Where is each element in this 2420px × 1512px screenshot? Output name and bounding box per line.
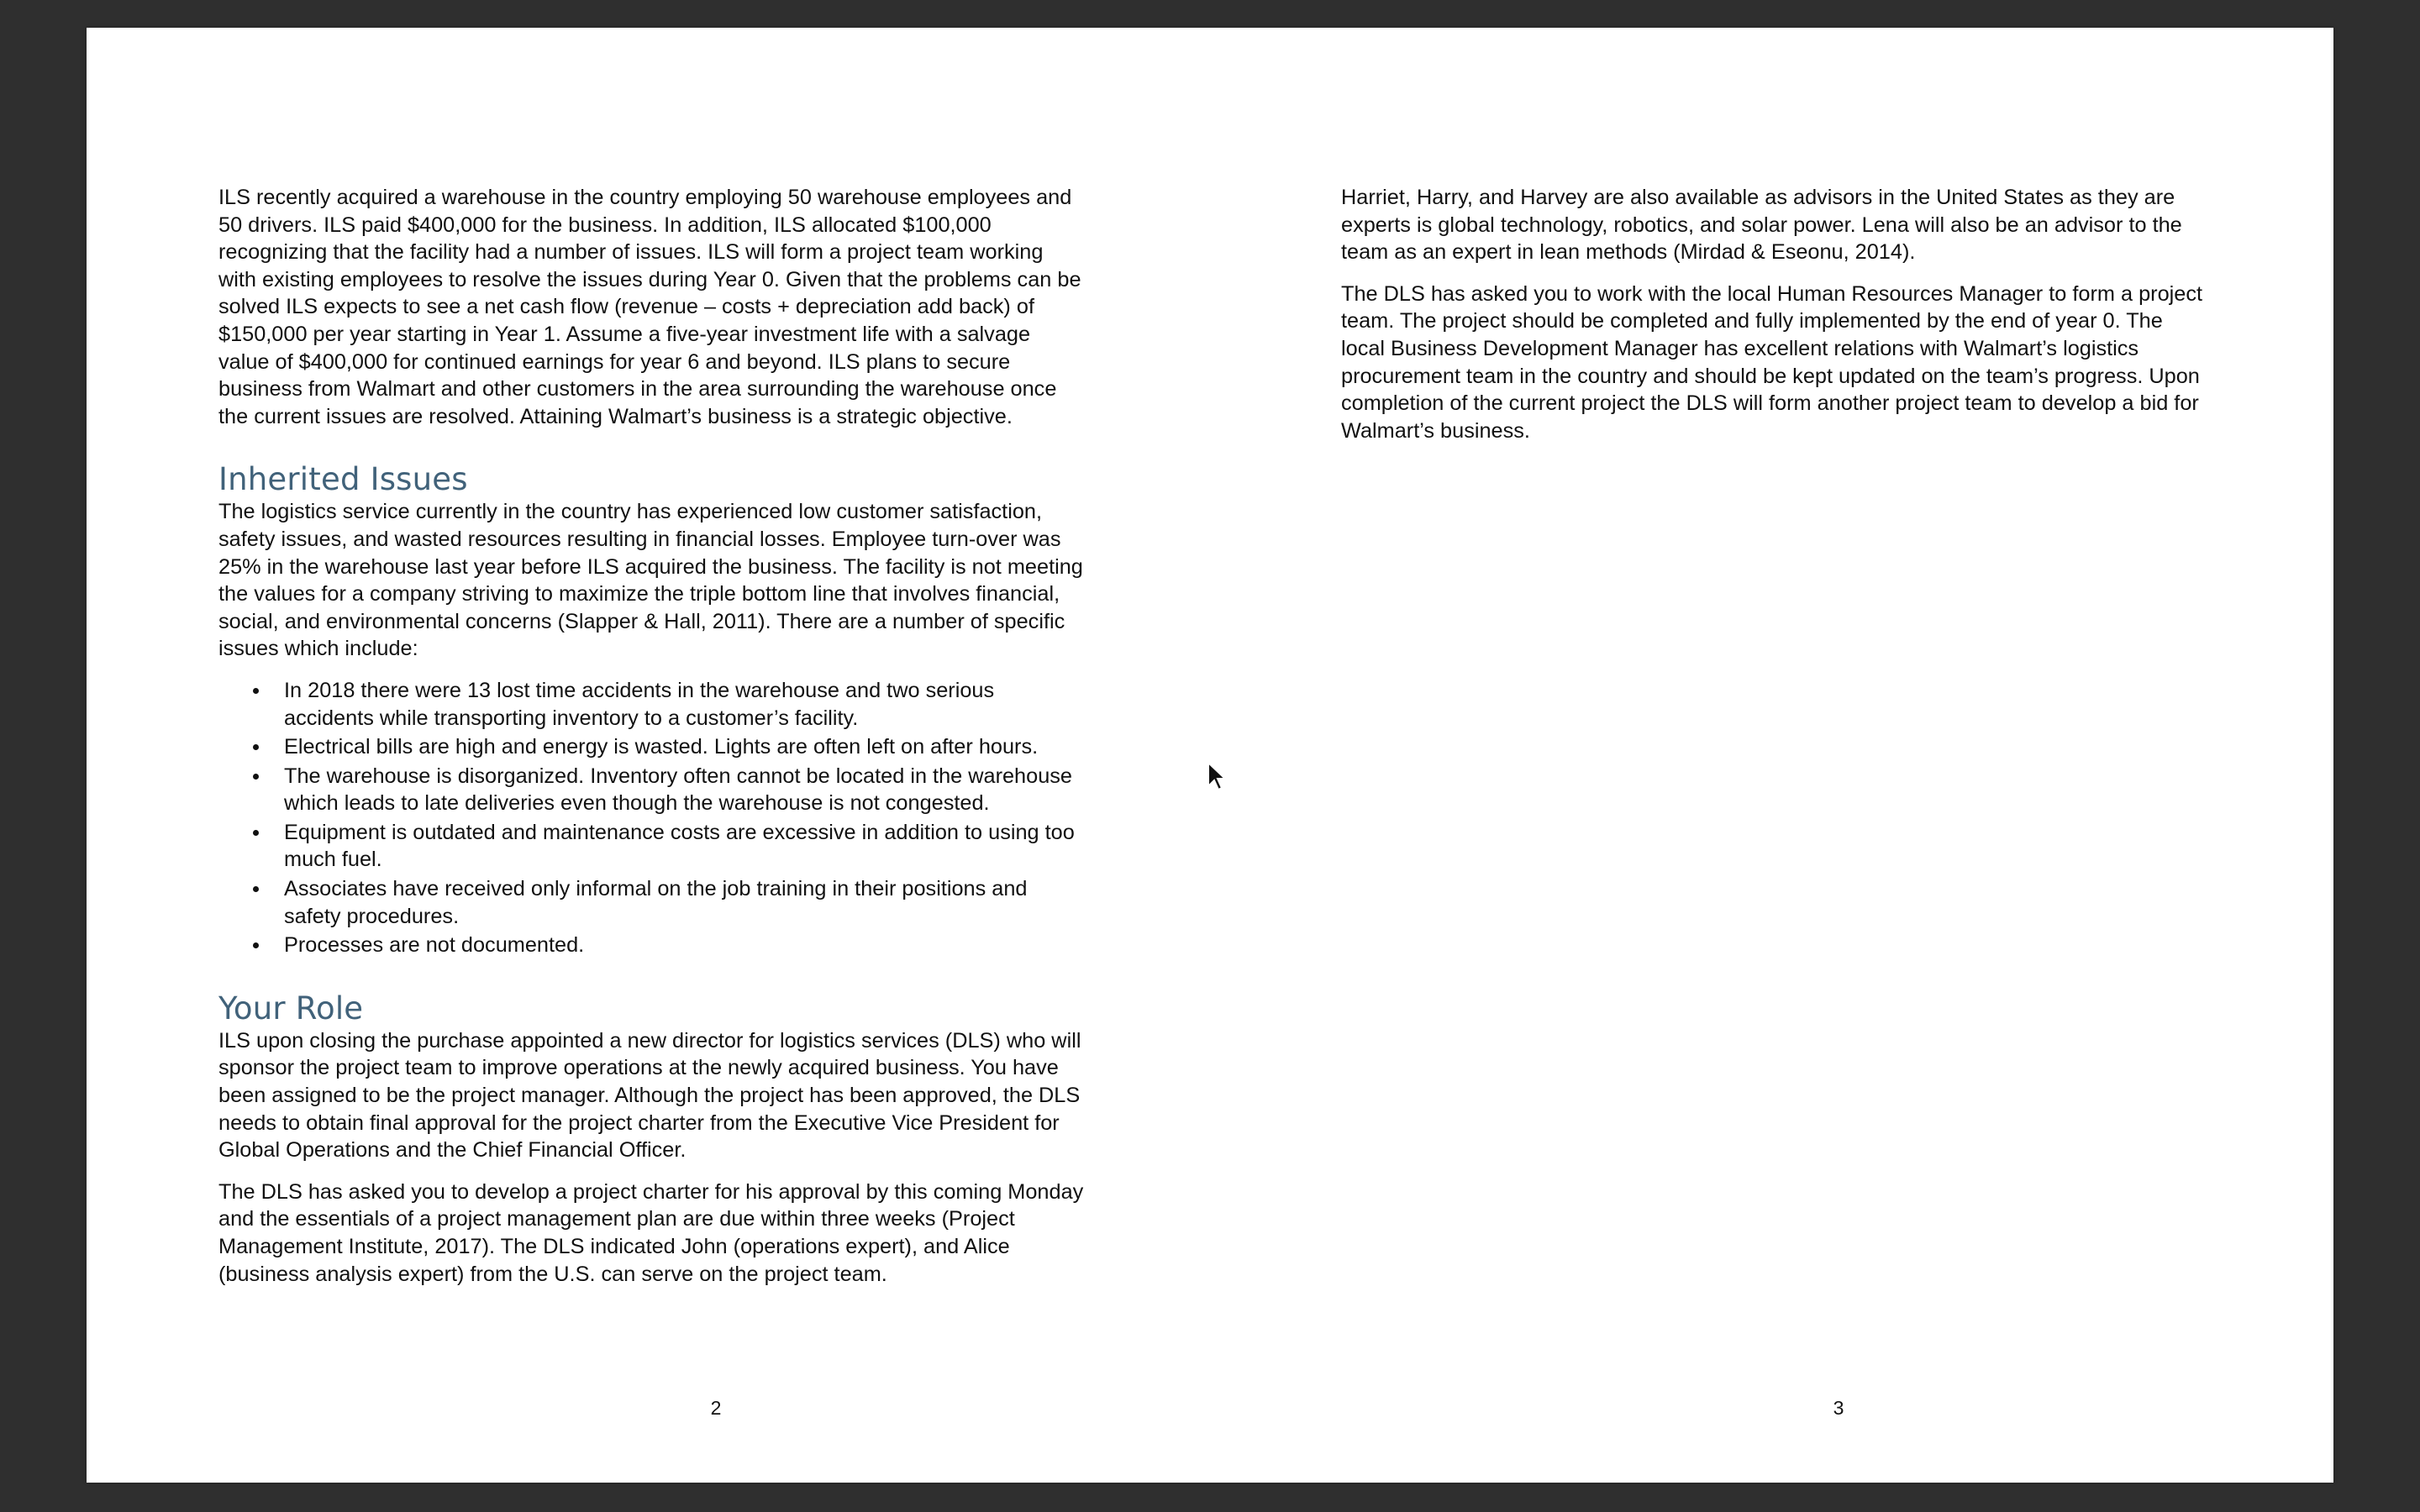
list-item: Processes are not documented. bbox=[284, 932, 1084, 959]
inherited-issues-heading: Inherited Issues bbox=[218, 461, 468, 498]
inherited-issues-paragraph: The logistics service currently in the country has experienced low customer satisfaction, safety issues, and wasted resources resulting in financial losses. Employee turn-over was 25% in the warehouse last year before ILS acquired the business. The facility is not meeting the values for a company striving to maximize the triple bottom line that involves financial, social, and environmental concerns (Slapper & Hall, 2011). There are a number of specific issues which include: bbox=[218, 500, 1083, 661]
intro-paragraph: ILS recently acquired a warehouse in the country employing 50 warehouse employees and 50 drivers. ILS paid $400,000 for the business. In addition, ILS allocated $100,000 recognizing that the facility had a number of issues. ILS will form a project team working with existing employees to resolve the issues during Year 0. Given that the problems can be solved ILS expects to see a net cash flow (revenue – costs + depreciation add back) of $150,000 per year starting in Year 1. Assume a five-year investment life with a salvage value of $400,000 for continued earnings for year 6 and beyond. ILS plans to secure business from Walmart and other customers in the area surrounding the warehouse once the current issues are resolved. Attaining Walmart’s business is a strategic objective. bbox=[218, 186, 1081, 428]
page-number-2: 2 bbox=[710, 1397, 722, 1419]
list-item: Associates have received only informal on the job training in their positions and safety procedures. bbox=[284, 875, 1084, 930]
your-role-heading: Your Role bbox=[218, 990, 364, 1026]
list-item: Equipment is outdated and maintenance costs are excessive in addition to using too much fuel. bbox=[284, 819, 1084, 874]
page-3-content bbox=[1341, 184, 2207, 459]
page-2-content bbox=[218, 184, 1084, 1302]
list-item: Electrical bills are high and energy is wasted. Lights are often left on after hours. bbox=[284, 733, 1084, 761]
list-item: In 2018 there were 13 lost time accidents in the warehouse and two serious accidents while transporting inventory to a customer’s facility. bbox=[284, 677, 1084, 732]
role-paragraph-1: ILS upon closing the purchase appointed a new director for logistics services (DLS) who will sponsor the project team to improve operations at the newly acquired business. You have been assigned to be the project manager. Although the project has been approved, the DLS needs to obtain final approval for the project charter from the Executive Vice President for Global Operations and the Chief Financial Officer. bbox=[218, 1028, 1081, 1163]
issues-list bbox=[218, 677, 1084, 959]
mouse-pointer-icon bbox=[1207, 761, 1227, 791]
advisors-paragraph: Harriet, Harry, and Harvey are also available as advisors in the United States as they are experts is global technology, robotics, and solar power. Lena will also be an advisor to the team as an expert in lean methods (Mirdad & Eseonu, 2014). bbox=[1341, 186, 2182, 265]
document-spread bbox=[87, 28, 2333, 1483]
hr-team-paragraph: The DLS has asked you to work with the local Human Resources Manager to form a project team. The project should be completed and fully implemented by the end of year 0. The local Business Development Manager has excellent relations with Walmart’s logistics procurement team in the country and should be kept updated on the team’s progress. Upon completion of the current project the DLS will form another project team to develop a bid for Walmart’s business. bbox=[1341, 281, 2203, 443]
list-item: The warehouse is disorganized. Inventory often cannot be located in the warehouse which leads to late deliveries even though the warehouse is not congested. bbox=[284, 763, 1084, 817]
role-paragraph-2: The DLS has asked you to develop a project charter for his approval by this coming Monday and the essentials of a project management plan are due within three weeks (Project Management Institute, 2017). The DLS indicated John (operations expert), and Alice (business analysis expert) from the U.S. can serve on the project team. bbox=[218, 1179, 1084, 1286]
page-number-3: 3 bbox=[1833, 1397, 1844, 1419]
